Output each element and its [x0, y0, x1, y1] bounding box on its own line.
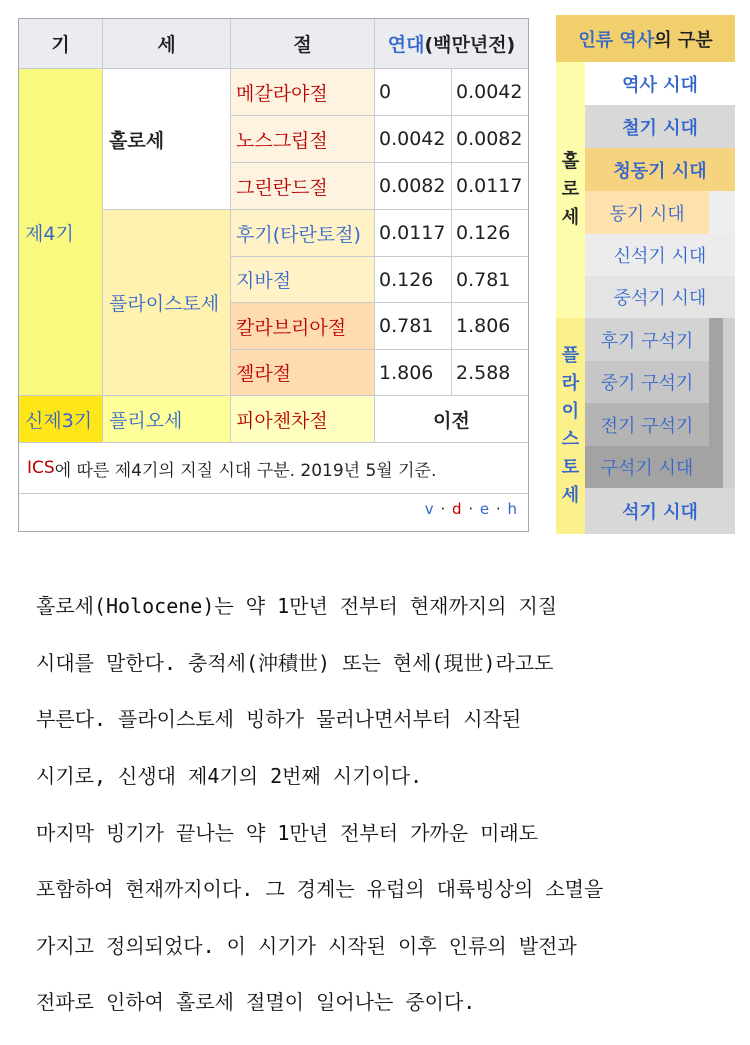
header-age [231, 19, 375, 69]
age-name[interactable]: 후기(타란토절) [236, 223, 361, 246]
paragraph-line: 전파로 인하여 홀로세 절멸이 일어나는 중이다. [36, 990, 476, 1015]
age-start [375, 210, 452, 257]
history-link[interactable]: h [507, 500, 518, 518]
epoch-pliocene[interactable] [103, 396, 231, 443]
age-start-value: 0.0082 [379, 175, 446, 197]
age-name[interactable]: 지바절 [236, 270, 292, 292]
row-label[interactable]: 석기 시대 [622, 502, 698, 523]
edit-link[interactable]: e [479, 500, 491, 518]
age-row-calabrian[interactable] [231, 303, 375, 350]
age-end-value: 0.0117 [456, 175, 523, 197]
row-label[interactable]: 동기 시대 [609, 203, 685, 225]
row-label[interactable]: 전기 구석기 [600, 415, 694, 437]
header-age-label: 절 [293, 34, 312, 56]
age-name[interactable]: 그린란드절 [236, 176, 328, 199]
row-stone-age[interactable] [585, 488, 735, 534]
row-label[interactable]: 역사 시대 [622, 74, 698, 96]
vert-char: 이 [561, 401, 580, 422]
vert-char: 플 [561, 345, 580, 366]
row-middle-paleolithic[interactable] [585, 361, 709, 403]
age-start-value: 0 [379, 81, 392, 103]
paragraph-line: 부른다. 플라이스토세 빙하가 물러나면서부터 시작된 [36, 707, 522, 732]
vert-char: 세 [561, 485, 580, 506]
age-end [452, 116, 528, 163]
age-row-gelasian[interactable] [231, 350, 375, 396]
row-label[interactable]: 청동기 시대 [613, 160, 707, 182]
discuss-link[interactable]: d [452, 500, 463, 518]
human-history-panel [556, 15, 735, 534]
age-start [375, 69, 452, 116]
age-end-value: 0.781 [456, 268, 511, 291]
age-row-meghalayan[interactable] [231, 69, 375, 116]
row-neolithic[interactable] [585, 234, 735, 276]
age-piacenzian-link[interactable]: 피아첸차절 [236, 409, 328, 432]
paragraph-line: 시기로, 신생대 제4기의 2번째 시기이다. [36, 764, 423, 789]
row-copper-age[interactable] [585, 191, 709, 234]
age-name[interactable]: 칼라브리아절 [236, 316, 347, 339]
history-title-rest: 의 구분 [654, 29, 713, 51]
row-iron-age[interactable] [585, 105, 735, 148]
header-epoch [103, 19, 231, 69]
row-label[interactable]: 신석기 시대 [613, 246, 707, 267]
row-label[interactable]: 구석기 시대 [600, 458, 694, 479]
geologic-time-table [18, 18, 529, 532]
vert-char: 세 [561, 207, 580, 228]
row-mesolithic[interactable] [585, 276, 735, 318]
caption-text: 에 따른 제4기의 지질 시대 구분. 2019년 5월 기준. [54, 460, 437, 481]
epoch-pliocene-link[interactable]: 플리오세 [109, 409, 183, 432]
vert-char: 스 [561, 429, 580, 450]
separator: · [468, 500, 475, 518]
period-neogene[interactable] [19, 396, 103, 443]
age-start-value: 1.806 [379, 361, 434, 384]
vert-char: 토 [561, 457, 580, 478]
paragraph-line: 가지고 정의되었다. 이 시기가 시작된 이후 인류의 발전과 [36, 933, 577, 958]
age-end-value: 0.0082 [456, 128, 523, 150]
header-date [375, 19, 528, 69]
date-unit: (백만년전) [424, 34, 516, 56]
earlier-cell [375, 396, 528, 443]
history-title [556, 15, 735, 62]
age-start [375, 116, 452, 163]
header-period-label: 기 [51, 34, 70, 56]
epoch-holocene[interactable] [103, 69, 231, 210]
age-end [452, 257, 528, 303]
age-end [452, 163, 528, 210]
row-paleolithic[interactable] [585, 446, 709, 488]
view-link[interactable]: v [424, 500, 435, 518]
age-start-value: 0.781 [379, 315, 434, 337]
age-start-value: 0.0117 [379, 222, 446, 244]
separator: · [440, 500, 447, 518]
paleolithic-bar-edge [723, 318, 735, 488]
ics-link[interactable]: ICS [27, 458, 55, 478]
header-epoch-label: 세 [157, 34, 176, 56]
table-caption [19, 443, 528, 494]
age-row-chibanian[interactable] [231, 257, 375, 303]
date-link[interactable]: 연대 [387, 34, 425, 56]
holocene-description [36, 564, 736, 1045]
navbox-vde [425, 500, 518, 518]
vert-char: 홀 [561, 151, 580, 172]
row-bronze-age[interactable] [585, 148, 735, 191]
paragraph-line: 마지막 빙기가 끝나는 약 1만년 전부터 가까운 미래도 [36, 820, 539, 845]
age-row-piacenzian[interactable] [231, 396, 375, 443]
age-start [375, 350, 452, 396]
header-period [19, 19, 103, 69]
age-start [375, 163, 452, 210]
paragraph-line: 시대를 말한다. 충적세(沖積世) 또는 현세(現世)라고도 [36, 650, 554, 675]
age-end-value: 0.0042 [456, 81, 523, 103]
age-end-value: 0.126 [456, 222, 511, 244]
age-row-greenlandian[interactable] [231, 163, 375, 210]
paragraph-line: 홀로세(Holocene)는 약 1만년 전부터 현재까지의 지질 [36, 594, 558, 619]
age-name[interactable]: 메갈라야절 [236, 82, 328, 105]
earlier-label: 이전 [433, 409, 470, 432]
row-label[interactable]: 중기 구석기 [600, 373, 694, 394]
pleistocene-vertical-label[interactable] [556, 318, 585, 534]
age-row-late[interactable] [231, 210, 375, 257]
age-start [375, 303, 452, 350]
age-row-northgrippian[interactable] [231, 116, 375, 163]
age-start-value: 0.126 [379, 268, 434, 291]
period-neogene-link[interactable]: 신제3기 [25, 409, 93, 432]
age-start-value: 0.0042 [379, 128, 446, 150]
row-spacer [709, 191, 735, 234]
period-quaternary-link[interactable]: 제4기 [25, 222, 74, 245]
separator: · [495, 500, 502, 518]
age-name[interactable]: 노스그립절 [236, 129, 328, 152]
vert-char: 라 [561, 373, 580, 394]
epoch-holocene-label[interactable]: 홀로세 [109, 129, 165, 152]
age-end [452, 303, 528, 350]
period-quaternary[interactable] [19, 69, 103, 396]
age-end [452, 350, 528, 396]
row-upper-paleolithic[interactable] [585, 318, 709, 361]
age-end [452, 69, 528, 116]
row-lower-paleolithic[interactable] [585, 403, 709, 446]
vert-char: 로 [561, 179, 580, 200]
age-start [375, 257, 452, 303]
age-end-value: 1.806 [456, 315, 511, 337]
row-label[interactable]: 중석기 시대 [613, 288, 707, 309]
age-end-value: 2.588 [456, 361, 511, 384]
paleolithic-bar [709, 318, 723, 488]
age-name[interactable]: 젤라절 [236, 363, 292, 385]
row-label[interactable]: 철기 시대 [622, 117, 698, 139]
epoch-pleistocene[interactable] [103, 210, 231, 396]
history-title-link[interactable]: 인류 역사 [578, 29, 655, 51]
paragraph-line: 포함하여 현재까지이다. 그 경계는 유럽의 대륙빙상의 소멸을 [36, 877, 604, 902]
epoch-pleistocene-link[interactable]: 플라이스토세 [109, 293, 220, 315]
holocene-vertical-label[interactable] [556, 62, 585, 318]
row-label[interactable]: 후기 구석기 [600, 330, 694, 352]
row-historical[interactable] [585, 62, 735, 105]
age-end [452, 210, 528, 257]
